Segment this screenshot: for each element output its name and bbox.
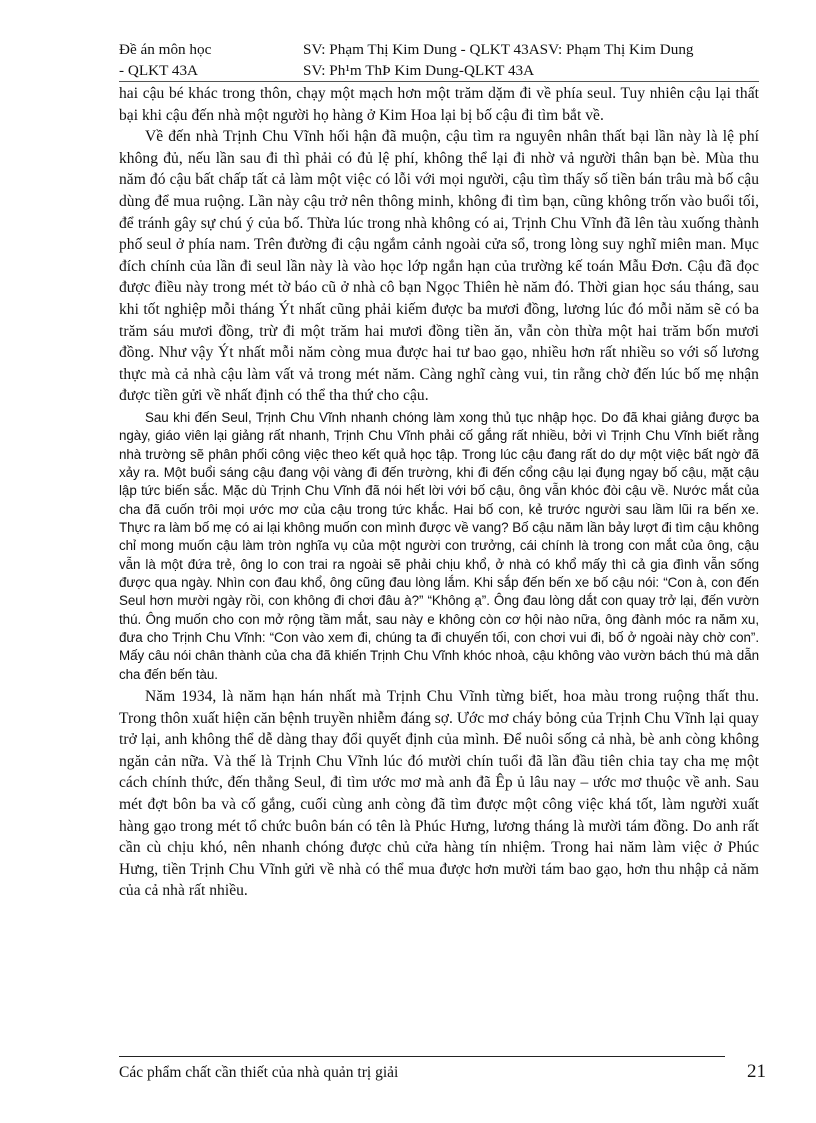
paragraph-3: Sau khi đến Seul, Trịnh Chu Vĩnh nhanh chóng làm xong thủ tục nhập học. Do đã khai giảng được ba ngày, giáo viên lại giảng rất nhanh, Trịnh Chu Vĩnh phải cố gắng rất nhiều, bởi vì Trịnh Chu Vĩnh biết rằng nhà trường sẽ phân phối công việc theo kết quả học tập. Trong lúc cậu đang rất do dự một việc bất ngờ đã xảy ra. Một buổi sáng cậu đang vội vàng đi đến trường, khi đi đến cổng cậu lại đụng ngay bố cậu, mặt cậu lập tức biến sắc. Mặc dù Trịnh Chu Vĩnh đã nói hết lời với bố cậu, ông vẫn khóc đòi cậu về. Nước mắt của cha đã cuốn trôi mọi ước mơ của cậu trong tức khắc. Hai bố con, kẻ trước người sau lầm lũi ra bến xe. Thực ra làm bố mẹ có ai lại không muốn con mình được về vang? Bố cậu năm lần bảy lượt đi tìm cậu không chỉ mong muốn cậu làm tròn nghĩa vụ của một người con trưởng, cái chính là trong con mắt của ông, cậu vẫn là một đứa trẻ, ông lo con trai ra ngoài sẽ phải chịu khổ, ở nhà có khổ mấy thì cả gia đình vẫn sống được qua ngày. Nhìn con đau khổ, ông cũng đau lòng lắm. Khi sắp đến bến xe bố cậu nói: “Con à, con đến Seul hơn mười ngày rồi, con không đi chơi đâu à?” “Không ạ”. Ông đau lòng dắt con quay trở lại, đến vườn thú. Ông muốn cho con mở rộng tầm mắt, sau này e không còn cơ hội nào nữa, ông đành móc ra năm xu, đưa cho Trịnh Chu Vĩnh: “Con vào xem đi, chúng ta đi chuyến tối, con chơi vui đi, bố ở ngoài này chờ con”. Mấy câu nói chân thành của cha đã khiến Trịnh Chu Vĩnh khóc nhoà, cậu không vào vườn bách thú mà dẫn cha đến bến tàu. (119, 409, 759, 682)
header-course-label: Đề án môn học (119, 41, 212, 58)
document-body (119, 83, 759, 902)
footer-divider (119, 1056, 725, 1057)
footer-title: Các phẩm chất cần thiết của nhà quản trị giải (119, 1064, 399, 1081)
header-divider (119, 81, 759, 82)
paragraph-2: Về đến nhà Trịnh Chu Vĩnh hối hận đã muộn, cậu tìm ra nguyên nhân thất bại lần này là lệ phí không đủ, nếu lần sau đi thì phải có đủ lệ phí, không thể lại đi nhờ vả người thân bạn bè. Mùa thu năm đó cậu bất chấp tất cả làm một việc có lỗi với mọi người, cậu tìm thấy số tiền bán trâu mà bố cậu dùng để mua ruộng. Lần này cậu trở nên thông minh, không đi tìm bạn, cũng không trốn vào buổi tối, để tránh gây sự chú ý của bố. Thừa lúc trong nhà không có ai, Trịnh Chu Vĩnh đã lên tàu xuống thành phố seul ở phía nam. Trên đường đi cậu ngắm cảnh ngoài cửa sổ, trong lòng suy nghĩ miên man. Mục đích chính của lần đi seul lần này là vào học lớp ngắn hạn của trường kế toán Mẫu Đơn. Cậu đã đọc được điều này trong mét tờ báo cũ ở nhà cô bạn Ngọc Thiên hè năm đó. Thời gian học sáu tháng, sau khi tốt nghiệp mỗi tháng Ýt nhất cũng phải kiếm được ba mươi đồng, lương lúc đó mỗi năm sẽ có ba trăm sáu mươi đồng, trừ đi một trăm hai mươi đồng tiền ăn, vẫn còn thừa một hai trăm bốn mươi đồng. Như vậy Ýt nhất mỗi năm còng mua được hai tư bao gạo, nhiều hơn rất nhiều so với số lương thực mà cả nhà cậu làm vất vả trong mét năm. Càng nghĩ càng vui, tin rằng chờ đến lúc bố mẹ nhận được tiền gửi về nhất định có thể tha thứ cho cậu. (119, 128, 759, 405)
header-class-label: - QLKT 43A (119, 62, 199, 79)
paragraph-1: hai cậu bé khác trong thôn, chạy một mạch hơn một trăm dặm đi về phía seul. Tuy nhiên cậu lại thất bại khi cậu đến nhà một người họ hàng ở Kim Hoa lại bị bố cậu đi tìm bắt về. (119, 85, 759, 124)
paragraph-4: Năm 1934, là năm hạn hán nhất mà Trịnh Chu Vĩnh từng biết, hoa màu trong ruộng thất thu. Trong thôn xuất hiện căn bệnh truyền nhiễm đáng sợ. Ước mơ cháy bỏng của Trịnh Chu Vĩnh lại quay trở lại, anh không thể dễ dàng thay đổi quyết định của mình. Để nuôi sống cả nhà, bè anh còng không ngăn cản nữa. Và thế là Trịnh Chu Vĩnh lúc đó mười chín tuổi đã lần đầu tiên chia tay cha mẹ một cách chính thức, đến thẳng Seul, đi tìm ước mơ mà anh đã Êp ủ lâu nay – ước mơ thuộc về anh. Sau mét đợt bôn ba và cố gắng, cuối cùng anh còng đã tìm được một công việc khá tốt, làm người xuất hàng gạo trong mét tổ chức buôn bán có tên là Phúc Hưng, lương tháng là mười tám đồng. Do anh rất cần cù chịu khó, nên nhanh chóng được chủ cửa hàng tín nhiệm. Trong hai năm làm việc ở Phúc Hưng, tiền Trịnh Chu Vĩnh gửi về nhà có thể mua được hơn mười tám bao gạo, hơn thu nhập cả năm của cả nhà rất nhiều. (119, 688, 759, 900)
header-student-label: SV: Phạm Thị Kim Dung - QLKT 43ASV: Phạm Thị Kim Dung (303, 41, 694, 58)
header-student-label-2: SV: Ph¹m ThÞ Kim Dung-QLKT 43A (303, 62, 535, 79)
page-number: 21 (747, 1061, 766, 1082)
